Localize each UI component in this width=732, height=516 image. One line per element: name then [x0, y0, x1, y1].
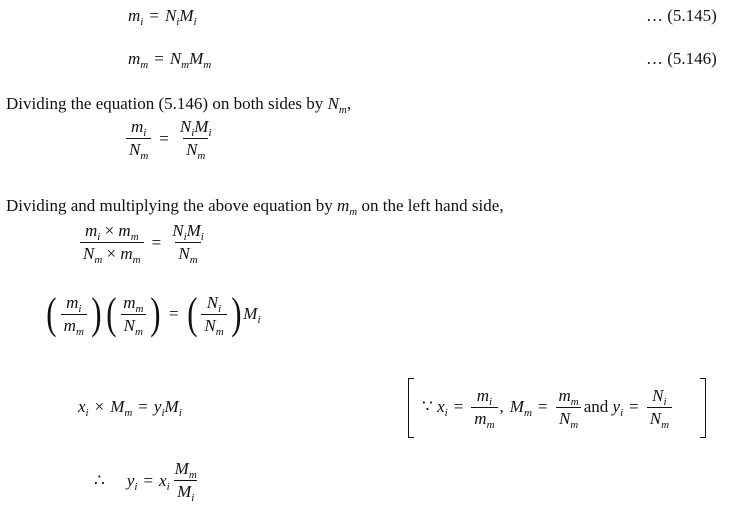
text-prefix: Dividing the equation (5.146) on both sides by	[6, 94, 328, 113]
text-suffix: ,	[346, 94, 352, 113]
equation-xi-mm: $x_i$ × $M_m$ = $y_iM_i$	[78, 397, 182, 419]
paragraph-dividing-by-nm	[6, 94, 351, 114]
right-square-bracket	[700, 378, 706, 438]
text-variable: N	[327, 94, 339, 113]
equation-fraction-2: $\frac{m_i \times m_m}{N_m \times m_m}$ = $\frac{N_iM_i}{N_m}$	[78, 222, 209, 263]
equation-therefore: ∴ $y_i$ = $x_i$ $\frac{M_m}{M_i}$	[94, 459, 197, 504]
bracket-content: ∵ $x_i$ = $\frac{m_i}{m_m}$ , $M_m$ = $\frac{m_m}{N_m}$ and $y_i$ = $\frac{N_i}{N_m}$	[422, 378, 674, 436]
paragraph-dividing-multiplying	[6, 196, 504, 216]
equation-5-146: $m_m$ = $N_mM_m$	[128, 49, 212, 71]
equation-5-145: $m_i$ = $N_iM_i$	[128, 6, 197, 28]
equation-number-5-146: … (5.146)	[646, 49, 717, 68]
equation-number-5-145: … (5.145)	[646, 6, 717, 25]
because-symbol: ∵	[422, 397, 433, 416]
left-square-bracket	[408, 378, 414, 438]
text-suffix: on the left hand side,	[357, 196, 504, 215]
equation-parentheses: ( $\frac{m_i}{m_m}$ ) ( $\frac{m_m}{N_m}$ ) = ( $\frac{N_i}{N_m}$ ) $M_i$	[46, 289, 261, 338]
text-variable: m	[336, 196, 350, 215]
therefore-symbol: ∴	[94, 470, 105, 490]
because-bracket-note	[408, 378, 706, 436]
text-subscript: m	[338, 104, 347, 116]
equation-fraction-1: $\frac{m_i}{N_m}$ = $\frac{N_iM_i}{N_m}$	[124, 118, 217, 159]
and-word: and	[583, 397, 609, 416]
text-subscript: m	[349, 206, 358, 218]
text-prefix: Dividing and multiplying the above equation by	[6, 196, 337, 215]
